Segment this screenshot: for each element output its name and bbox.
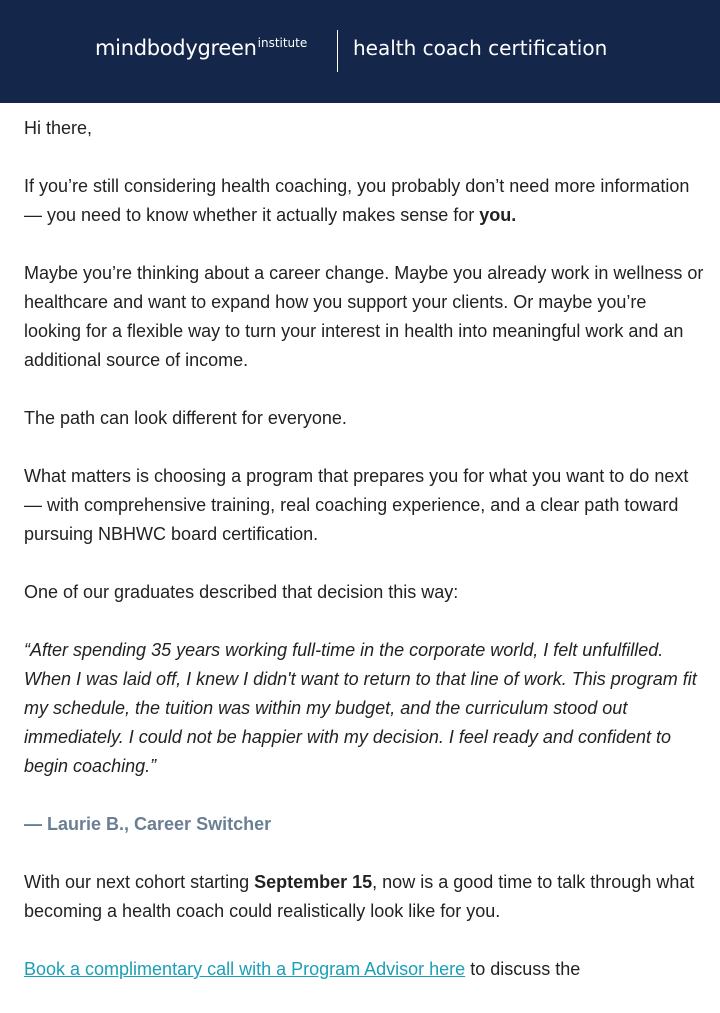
email-header <box>0 0 720 103</box>
brand-logo[interactable] <box>95 36 307 60</box>
testimonial-attribution: — Laurie B., Career Switcher <box>24 814 272 834</box>
paragraph-2: Maybe you’re thinking about a career change. Maybe you already work in wellness or healthcare and want to expand how you support your clients. Or maybe you’re looking for a flexible way to turn your interest in health into meaningful work and an additional source of income. <box>24 263 704 370</box>
cta-after: to discuss the <box>465 959 581 979</box>
brand-name: mindbodygreen <box>95 36 257 60</box>
cta-paragraph <box>24 955 704 984</box>
paragraph-1 <box>24 172 704 230</box>
cohort-date: September 15 <box>254 872 373 892</box>
book-call-link[interactable]: Book a complimentary call with a Program Advisor here <box>24 959 466 979</box>
header-divider <box>337 30 338 72</box>
certification-label: health coach certification <box>353 36 608 60</box>
paragraph-6-after: , now is a good time to talk through what becoming a health coach could realistically look like for you. <box>24 872 695 921</box>
paragraph-6 <box>24 868 704 926</box>
testimonial-quote: “After spending 35 years working full-time in the corporate world, I felt unfulfilled. When I was laid off, I knew I didn't want to return to that line of work. This program fit my schedule, the tuition was within my budget, and the curriculum stood out immediately. I could not be happier with my decision. I feel ready and confident to begin coaching.” <box>24 640 697 776</box>
paragraph-1-text: If you’re still considering health coaching, you probably don’t need more information — you need to know whether it actually makes sense for <box>24 176 690 225</box>
paragraph-4: What matters is choosing a program that prepares you for what you want to do next — with comprehensive training, real coaching experience, and a clear path toward pursuing NBHWC board certification. <box>24 466 689 544</box>
email-body <box>24 114 704 1013</box>
paragraph-5: One of our graduates described that decision this way: <box>24 582 459 602</box>
paragraph-3: The path can look different for everyone. <box>24 408 347 428</box>
brand-sub: institute <box>257 36 308 50</box>
paragraph-6-before: With our next cohort starting <box>24 872 255 892</box>
paragraph-1-emphasis: you. <box>479 205 517 225</box>
greeting: Hi there, <box>24 118 93 138</box>
